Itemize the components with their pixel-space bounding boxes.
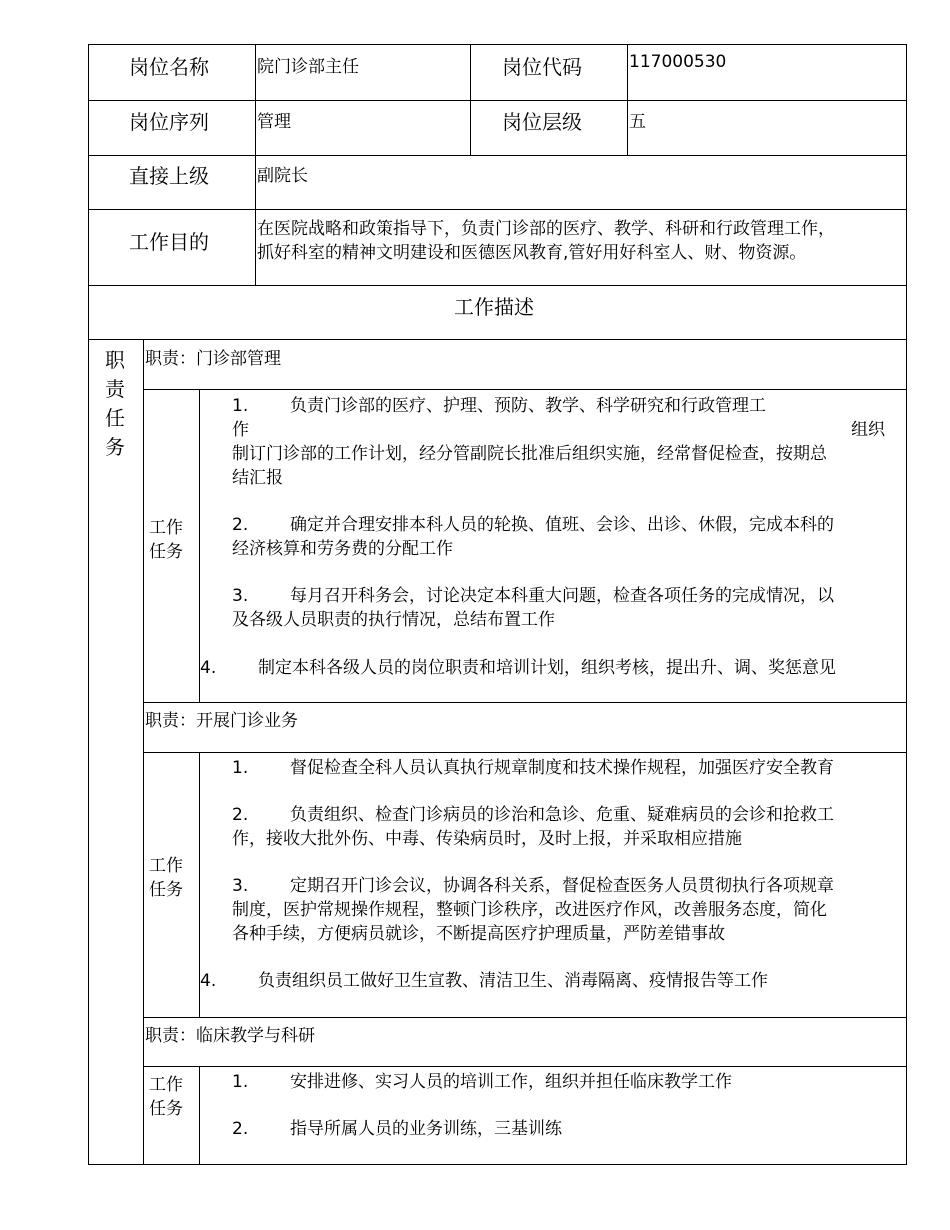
duty-heading: 职责：门诊部管理 — [145, 349, 281, 369]
purpose-line: 抓好科室的精神文明建设和医德医风教育,管好用好科室人、财、物资源。 — [257, 243, 807, 263]
duty-side-label-char: 任 — [105, 406, 125, 430]
position-name-label: 岗位名称 — [129, 55, 209, 79]
row-divider — [88, 285, 907, 286]
task-number: 2. — [232, 1119, 249, 1139]
task-number: 2. — [232, 515, 249, 535]
task-number: 3. — [232, 876, 249, 896]
tasks-label: 工作 — [149, 1075, 183, 1095]
task-line: 负责组织、检查门诊病员的诊治和急诊、危重、疑难病员的会诊和抢救工 — [290, 805, 834, 825]
row-divider — [88, 339, 907, 340]
task-line: 组织 — [851, 420, 885, 440]
task-line: 制定本科各级人员的岗位职责和培训计划，组织考核，提出升、调、奖惩意见 — [258, 658, 836, 678]
task-line: 确定并合理安排本科人员的轮换、值班、会诊、出诊、休假，完成本科的 — [290, 515, 834, 535]
col-divider — [627, 44, 628, 155]
task-line: 负责组织员工做好卫生宣教、清洁卫生、消毒隔离、疫情报告等工作 — [258, 971, 768, 991]
task-line: 定期召开门诊会议，协调各科关系，督促检查医务人员贯彻执行各项规章 — [290, 876, 834, 896]
position-code-label: 岗位代码 — [502, 55, 582, 79]
duty-side-label-char: 责 — [105, 377, 125, 401]
col-divider — [199, 1066, 200, 1165]
row-divider — [88, 209, 907, 210]
tasks-label: 任务 — [149, 542, 183, 562]
duty-side-label-char: 职 — [105, 348, 125, 372]
task-number: 1. — [232, 1072, 249, 1092]
position-name-value: 院门诊部主任 — [257, 57, 359, 77]
task-number: 4. — [200, 971, 217, 991]
row-divider — [88, 155, 907, 156]
task-item — [232, 803, 834, 827]
duty-side-label-char: 务 — [105, 435, 125, 459]
position-level-value: 五 — [629, 112, 646, 132]
purpose-line: 在医院战略和政策指导下，负责门诊部的医疗、教学、科研和行政管理工作， — [257, 219, 835, 239]
task-number: 4. — [200, 658, 217, 678]
position-sequence-label: 岗位序列 — [129, 110, 209, 134]
duty-heading: 职责：开展门诊业务 — [145, 711, 298, 731]
task-item — [232, 756, 834, 780]
task-item — [200, 656, 836, 680]
row-divider — [143, 702, 907, 703]
task-line: 作 — [232, 420, 249, 440]
duty-heading: 职责：临床教学与科研 — [145, 1026, 315, 1046]
row-divider — [143, 1017, 907, 1018]
tasks-label: 任务 — [149, 1099, 183, 1119]
supervisor-label: 直接上级 — [129, 164, 209, 188]
col-divider — [255, 44, 256, 285]
task-line: 督促检查全科人员认真执行规章制度和技术操作规程，加强医疗安全教育 — [290, 758, 834, 778]
task-item — [232, 513, 834, 537]
col-divider — [470, 44, 471, 155]
task-number: 1. — [232, 758, 249, 778]
task-line: 经济核算和劳务费的分配工作 — [232, 539, 453, 559]
description-title: 工作描述 — [454, 295, 534, 319]
row-divider — [143, 389, 907, 390]
task-item — [232, 1070, 732, 1094]
row-divider — [143, 1066, 907, 1067]
task-line: 制度，医护常规操作规程，整顿门诊秩序，改进医疗作风，改善服务态度，简化 — [232, 900, 827, 920]
task-number: 2. — [232, 805, 249, 825]
purpose-label: 工作目的 — [129, 230, 209, 254]
task-line: 负责门诊部的医疗、护理、预防、教学、科学研究和行政管理工 — [290, 396, 766, 416]
task-line: 制订门诊部的工作计划，经分管副院长批准后组织实施，经常督促检查，按期总 — [232, 444, 827, 464]
task-line: 指导所属人员的业务训练，三基训练 — [290, 1119, 562, 1139]
task-line: 及各级人员职责的执行情况，总结布置工作 — [232, 610, 555, 630]
position-code-value: 117000530 — [629, 52, 727, 72]
task-item — [232, 874, 834, 898]
position-sequence-value: 管理 — [257, 112, 291, 132]
task-item — [232, 584, 834, 608]
position-level-label: 岗位层级 — [502, 110, 582, 134]
tasks-label: 工作 — [149, 518, 183, 538]
task-number: 3. — [232, 586, 249, 606]
task-item — [200, 969, 768, 993]
supervisor-value: 副院长 — [257, 166, 308, 186]
task-item — [232, 394, 766, 418]
tasks-label: 工作 — [149, 856, 183, 876]
row-divider — [143, 752, 907, 753]
task-line: 各种手续，方便病员就诊，不断提高医疗护理质量，严防差错事故 — [232, 924, 725, 944]
row-divider — [88, 100, 907, 101]
tasks-label: 任务 — [149, 880, 183, 900]
task-line: 每月召开科务会，讨论决定本科重大问题，检查各项任务的完成情况，以 — [290, 586, 834, 606]
task-line: 结汇报 — [232, 468, 283, 488]
task-item — [232, 1117, 562, 1141]
task-line: 作，接收大批外伤、中毒、传染病员时，及时上报，并采取相应措施 — [232, 829, 742, 849]
task-line: 安排进修、实习人员的培训工作，组织并担任临床教学工作 — [290, 1072, 732, 1092]
task-number: 1. — [232, 396, 249, 416]
